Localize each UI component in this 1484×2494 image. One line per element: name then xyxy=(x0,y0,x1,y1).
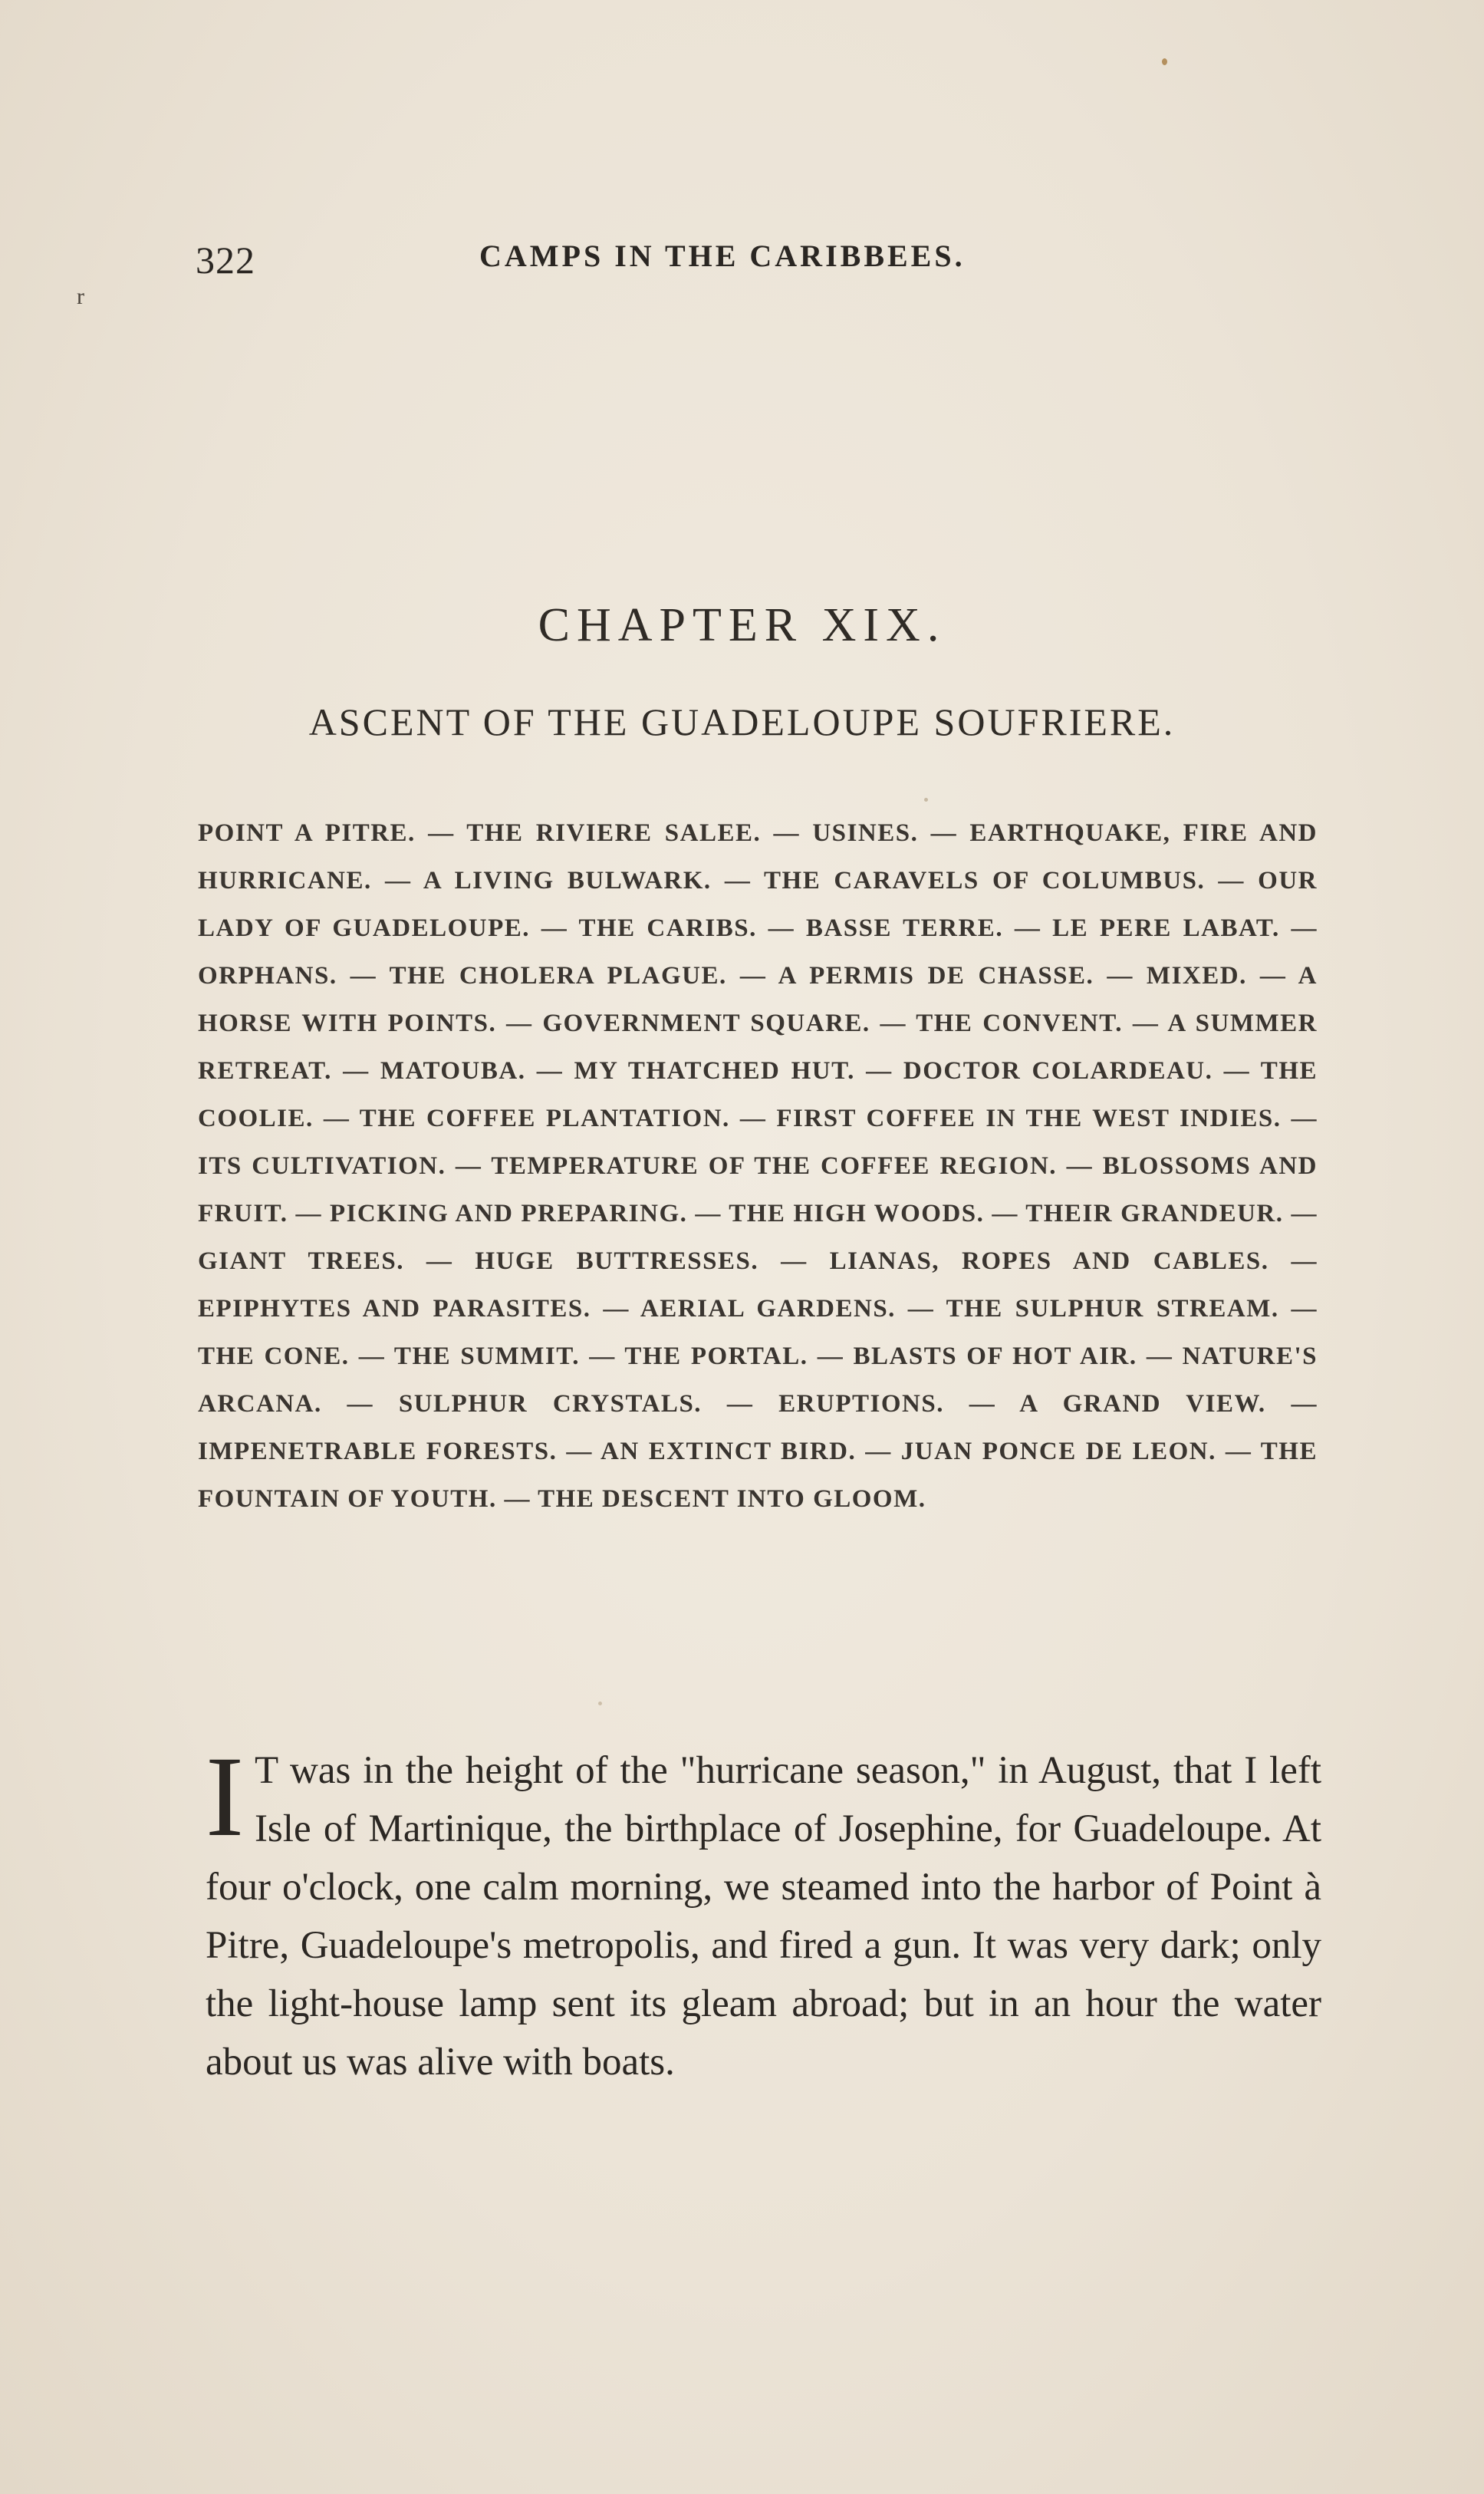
page-number: 322 xyxy=(196,239,255,282)
paper-speck xyxy=(924,798,928,802)
chapter-subtitle: ASCENT OF THE GUADELOUPE SOUFRIERE. xyxy=(308,700,1176,743)
paper-speck xyxy=(1162,58,1167,65)
chapter-synopsis: POINT A PITRE. — THE RIVIERE SALEE. — USINES. — EARTHQUAKE, FIRE AND HURRICANE. — A LIVING BULWARK. — THE CARAVELS OF COLUMBUS. — OUR LADY OF GUADELOUPE. — THE CARIBS. — BASSE TERRE. — LE PERE LABAT. — ORPHANS. — THE CHOLERA PLAGUE. — A PERMIS DE CHASSE. — MIXED. — A HORSE WITH POINTS. — GOVERNMENT SQUARE. — THE CONVENT. — A SUMMER RETREAT. — MATOUBA. — MY THATCHED HUT. — DOCTOR COLARDEAU. — THE COOLIE. — THE COFFEE PLANTATION. — FIRST COFFEE IN THE WEST INDIES. — ITS CULTIVATION. — TEMPERATURE OF THE COFFEE REGION. — BLOSSOMS AND FRUIT. — PICKING AND PREPARING. — THE HIGH WOODS. — THEIR GRANDEUR. — GIANT TREES. — HUGE BUTTRESSES. — LIANAS, ROPES AND CABLES. — EPIPHYTES AND PARASITES. — AERIAL GARDENS. — THE SULPHUR STREAM. — THE CONE. — THE SUMMIT. — THE PORTAL. — BLASTS OF HOT AIR. — NATURE'S ARCANA. — SULPHUR CRYSTALS. — ERUPTIONS. — A GRAND VIEW. — IMPENETRABLE FORESTS. — AN EXTINCT BIRD. — JUAN PONCE DE LEON. — THE FOUNTAIN OF YOUTH. — THE DESCENT INTO GLOOM. xyxy=(198,819,1318,1513)
running-head xyxy=(196,230,1323,292)
chapter-title: CHAPTER XIX. xyxy=(538,599,946,651)
body-text: T was in the height of the "hurricane season," in August, that I left Isle of Martinique, the birthplace of Josephine, for Guadeloupe. At four o'clock, one calm morning, we steamed into the harbor of Point à Pitre, Guadeloupe's metropolis, and fired a gun. It was very dark; only the light-house lamp sent its gleam abroad; but in an hour the water about us was alive with boats. xyxy=(206,1749,1321,2084)
body-paragraph xyxy=(206,1733,1321,2091)
book-title: CAMPS IN THE CARIBBEES. xyxy=(479,239,966,273)
drop-cap: I xyxy=(206,1733,244,1860)
paper-speck xyxy=(598,1702,602,1705)
margin-mark: r xyxy=(77,284,84,309)
